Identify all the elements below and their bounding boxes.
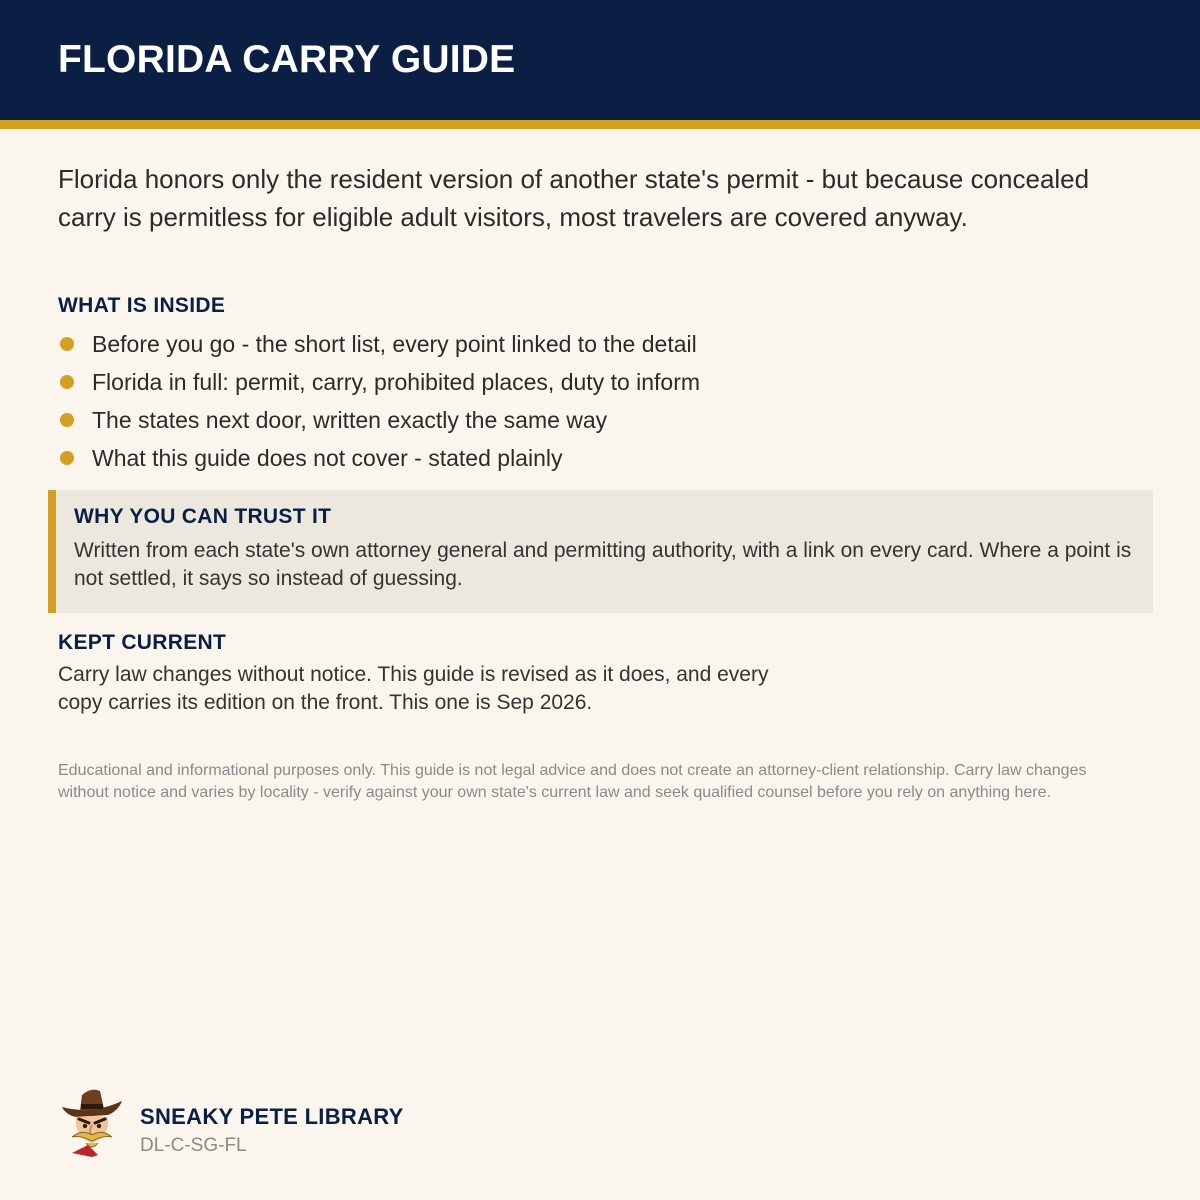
current-body: Carry law changes without notice. This guide is revised as it does, and every copy carries its edition on the front. This one is Sep 2026. <box>58 663 769 714</box>
bullet-icon <box>60 375 74 389</box>
trust-heading: WHY YOU CAN TRUST IT <box>74 505 332 528</box>
trust-body: Written from each state's own attorney general and permitting authority, with a link on every card. Where a point is not settled, it says so instead of guessing. <box>74 539 1132 590</box>
list-item-text: Florida in full: permit, carry, prohibited places, duty to inform <box>92 369 701 395</box>
list-item <box>58 363 1058 401</box>
list-item-text: What this guide does not cover - stated plainly <box>92 445 563 471</box>
list-item-text: The states next door, written exactly the same way <box>92 407 608 433</box>
lead-paragraph: Florida honors only the resident version of another state's permit - but because concealed carry is permitless for eligible adult visitors, most travelers are covered anyway. <box>58 164 1090 232</box>
cowboy-mascot-icon <box>58 1085 126 1159</box>
brand-name: SNEAKY PETE LIBRARY <box>140 1104 404 1129</box>
list-item <box>58 325 1058 363</box>
inside-heading: WHAT IS INSIDE <box>58 294 226 317</box>
list-item <box>58 401 1058 439</box>
disclaimer: Educational and informational purposes only. This guide is not legal advice and does not create an attorney-client relationship. Carry law changes without notice and varies by locality - verify against your own state's current law and seek qualified counsel before you rely on anything here. <box>58 762 1087 801</box>
bullet-icon <box>60 451 74 465</box>
header-banner <box>0 0 1200 120</box>
trust-callout <box>48 490 1153 613</box>
list-item-text: Before you go - the short list, every point linked to the detail <box>92 331 697 357</box>
bullet-icon <box>60 337 74 351</box>
document-code: DL-C-SG-FL <box>140 1135 247 1156</box>
bullet-icon <box>60 413 74 427</box>
page-title: FLORIDA CARRY GUIDE <box>58 38 516 81</box>
header-gold-rule <box>0 120 1200 129</box>
list-item <box>58 439 1058 477</box>
inside-list <box>58 325 1058 477</box>
current-heading: KEPT CURRENT <box>58 631 227 654</box>
